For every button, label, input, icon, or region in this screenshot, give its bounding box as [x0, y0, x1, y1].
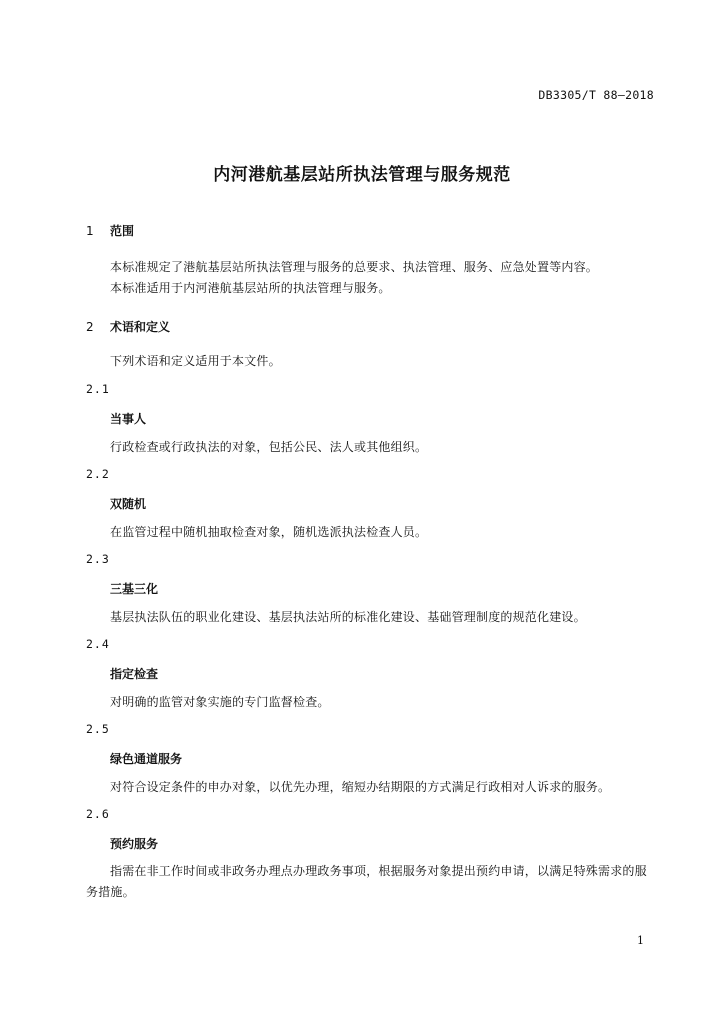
term-definition: 基层执法队伍的职业化建设、基层执法站所的标准化建设、基础管理制度的规范化建设。	[110, 610, 586, 624]
term-definition: 在监管过程中随机抽取检查对象，随机选派执法检查人员。	[110, 525, 428, 539]
term-number: 2.5	[86, 722, 110, 736]
scope-paragraph-2: 本标准适用于内河港航基层站所的执法管理与服务。	[110, 281, 391, 295]
section-heading-terms	[86, 318, 170, 335]
section-heading-scope	[86, 222, 134, 239]
section-title: 术语和定义	[110, 320, 171, 334]
term-name: 指定检查	[110, 667, 159, 681]
term-name: 双随机	[110, 497, 147, 511]
term-name: 三基三化	[110, 582, 159, 596]
page-number: 1	[637, 934, 644, 947]
term-definition: 行政检查或行政执法的对象，包括公民、法人或其他组织。	[110, 440, 428, 454]
term-name: 绿色通道服务	[110, 752, 183, 766]
scope-paragraph-1: 本标准规定了港航基层站所执法管理与服务的总要求、执法管理、服务、应急处置等内容。	[110, 260, 599, 274]
term-definition: 对符合设定条件的申办对象，以优先办理，缩短办结期限的方式满足行政相对人诉求的服务。	[110, 780, 611, 794]
term-name: 预约服务	[110, 837, 159, 851]
term-name: 当事人	[110, 412, 147, 426]
document-title: 内河港航基层站所执法管理与服务规范	[213, 165, 511, 185]
term-number: 2.2	[86, 467, 110, 481]
term-definition: 指需在非工作时间或非政务办理点办理政务事项，根据服务对象提出预约申请，以满足特殊需求的服务措施。	[86, 864, 647, 899]
term-number: 2.3	[86, 552, 110, 566]
section-number: 2	[86, 320, 94, 334]
section-title: 范围	[110, 224, 135, 238]
term-number: 2.1	[86, 382, 110, 396]
term-number: 2.4	[86, 637, 110, 651]
section-number: 1	[86, 224, 94, 238]
standard-number: DB3305/T 88—2018	[538, 88, 654, 102]
term-definition: 对明确的监管对象实施的专门监督检查。	[110, 695, 330, 709]
terms-intro: 下列术语和定义适用于本文件。	[110, 354, 281, 368]
term-number: 2.6	[86, 807, 110, 821]
